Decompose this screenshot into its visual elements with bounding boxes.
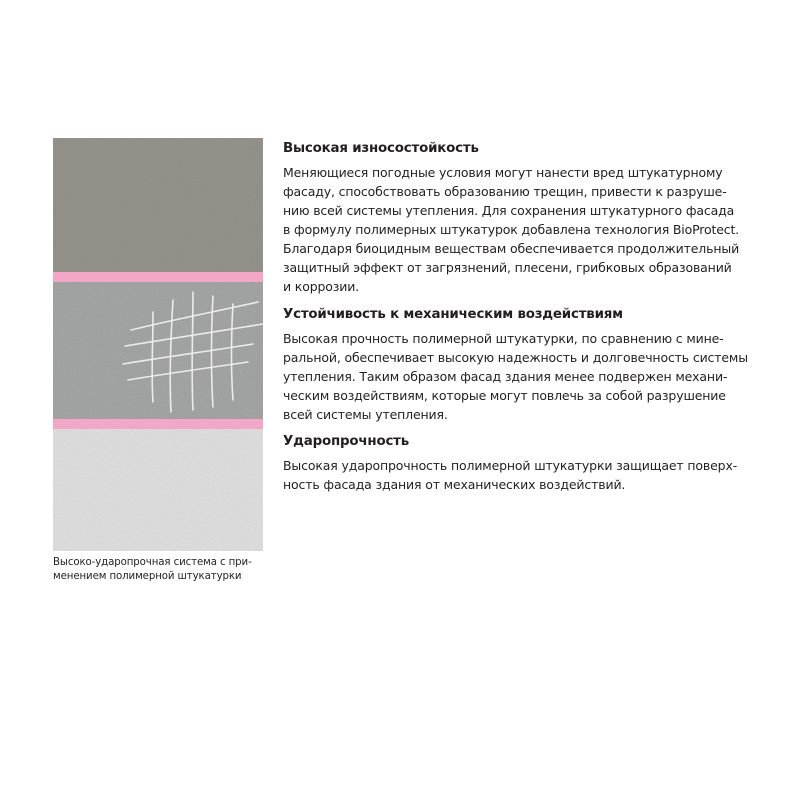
body-line: Высокая прочность полимерной штукатурки, по сравнению с мине- — [283, 331, 724, 346]
section-mechanical-resistance — [283, 305, 748, 424]
body-line: защитный эффект от загрязнений, плесени, грибковых образований — [283, 260, 732, 275]
body-line: утепления. Таким образом фасад здания менее подвержен механи- — [283, 369, 728, 384]
section-heading: Устойчивость к механическим воздействиям — [283, 307, 623, 322]
scratched-plaster-image — [53, 282, 263, 419]
body-line: в формулу полимерных штукатурок добавлена технология BioProtect. — [283, 222, 740, 237]
body-line: ность фасада здания от механических воздействий. — [283, 477, 626, 492]
body-line: всей системы утепления. — [283, 407, 448, 422]
caption-line: менением полимерной штукатурки — [53, 571, 242, 582]
texture-image-column — [53, 138, 263, 551]
image-caption — [53, 556, 268, 584]
body-line: Высокая ударопрочность полимерной штукатурки защищает поверх- — [283, 458, 738, 473]
white-plaster-image — [53, 429, 263, 551]
body-line: и коррозии. — [283, 279, 360, 294]
body-line: Меняющиеся погодные условия могут нанести вред штукатурному — [283, 165, 723, 180]
pink-divider-band — [53, 419, 263, 429]
body-line: ральной, обеспечивает высокую надежность и долговечность системы — [283, 350, 748, 365]
section-body — [283, 329, 748, 424]
section-body — [283, 456, 738, 494]
grey-plaster-image — [53, 138, 263, 272]
body-line: фасаду, способствовать образованию трещин, привести к разруше- — [283, 184, 727, 199]
section-heading: Ударопрочность — [283, 434, 410, 449]
pink-divider-band — [53, 272, 263, 282]
section-body — [283, 163, 740, 296]
body-line: ческим воздействиям, которые могут повлечь за собой разрушение — [283, 388, 726, 403]
caption-line: Высоко-ударопрочная система с при- — [53, 557, 252, 568]
section-heading: Высокая износостойкость — [283, 141, 479, 156]
body-line: Благодаря биоцидным веществам обеспечивается продолжительный — [283, 241, 740, 256]
text-column — [283, 139, 748, 494]
section-wear-resistance — [283, 139, 740, 296]
section-impact-resistance — [283, 432, 738, 494]
body-line: нию всей системы утепления. Для сохранения штукатурного фасада — [283, 203, 735, 218]
